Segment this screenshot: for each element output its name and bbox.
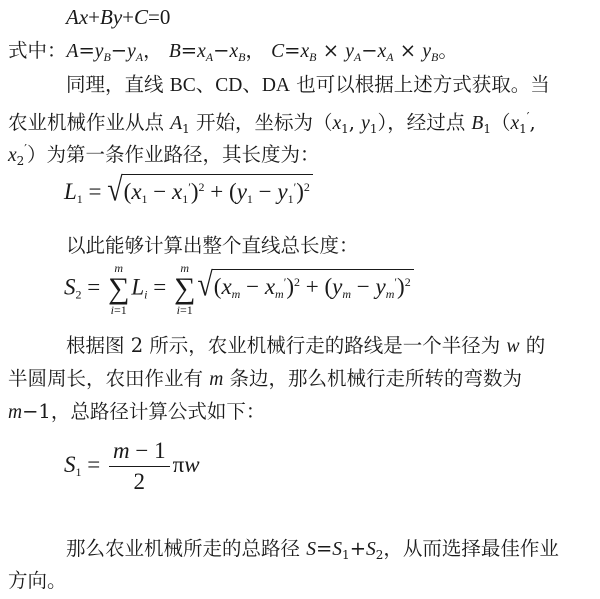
formula-S2: $S_2$ = m ∑ i=1 $L_i$ = m ∑ i=1 $√(x_m - x_m')^2 + (y_m - y_m')^2$ [64, 262, 414, 316]
para1-line3: $x_2'$）为第一条作业路径，其长度为： [8, 142, 320, 168]
para4-line1: 那么农业机械所走的总路径 $S=S_1+S_2$，从而选择最佳作业 [66, 537, 559, 562]
para3-line2: 半圆周长，农田作业有 m 条边，那么机械行走所转的弯数为 [8, 367, 522, 390]
line-equation: Ax+By+C=0 [66, 5, 171, 29]
para3-line1: 根据图 2 所示，农业机械行走的路线是一个半径为 w 的 [66, 334, 546, 357]
para2: 以此能够计算出整个直线总长度： [66, 234, 359, 257]
formula-L1: $L_1 = √(x_1 - x_1')^2 + (y_1 - y_1')^2$ [64, 174, 313, 211]
formula-S1: $S_1$ = $\frac{m - 1}{2}$ πw [64, 438, 200, 494]
para4-line2: 方向。 [8, 569, 67, 592]
definition-line: 式中：$A=y_B-y_A$， $B=x_A-x_B$， $C=x_B \times y_A-x_A \times y_B$。 [8, 39, 458, 64]
para3-line3: m−1，总路径计算公式如下： [8, 400, 266, 423]
para1-line2: 农业机械作业从点 $A_1$ 开始，坐标为（$x_1$, $y_1$），经过点 $B_1(x_1'$, [8, 110, 536, 136]
para1-line1: 同理，直线 BC、CD、DA 也可以根据上述方式获取。当 [66, 73, 550, 96]
